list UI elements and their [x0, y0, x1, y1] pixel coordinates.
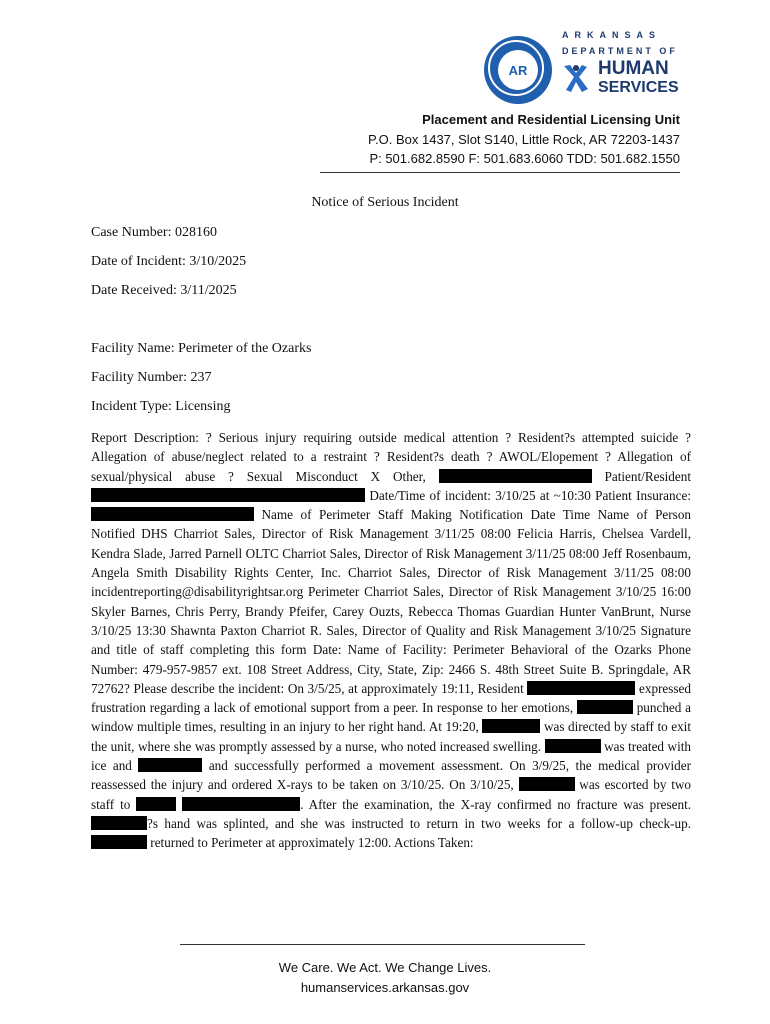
dhs-figure-icon	[562, 64, 590, 94]
redaction	[519, 777, 575, 791]
seal-text: AR	[508, 62, 528, 78]
redaction	[91, 816, 147, 830]
arkansas-seal-logo	[484, 36, 552, 104]
footer-website: humanservices.arkansas.gov	[300, 980, 470, 995]
unit-name: Placement and Residential Licensing Unit	[422, 112, 680, 127]
logo-department-of: DEPARTMENT OF	[562, 46, 678, 56]
redaction	[136, 797, 176, 811]
logo-services: SERVICES	[598, 79, 679, 96]
body-text-4: Name of Perimeter Staff Making Notification Date Time Name of Person Notified DHS Charriot Sales, Director of Risk Management 3/11/25 08:00 Felicia Harris, Chelsea Vardell, Kendra Slade, Jarred Parnell OLTC Charriot Sales, Director of Risk Management 3/11/25 08:00 Jeff Rosenbaum, Angela Smith Disability Rights Center, Inc. Charriot Sales, Director of Risk Management 3/11/25 08:00 incidentreporting@disabilityrightsar.org Perimeter Charriot Sales, Director of Risk Management 3/10/25 16:00 Skyler Barnes, Chris Perry, Brandy Pfeifer, Carey Ouzts, Rebecca Thomas Guardian Hunter VanBrunt, Nurse 3/10/25 13:30 Shawnta Paxton Charriot R. Sales, Director of Quality and Risk Management 3/10/25 Signature and title of staff completing this form Date: Name of Facility: Perimeter Behavioral of the Ozarks Phone Number: 479-957-9857 ext. 108 Street Address, City, State, Zip: 2466 S. 48th Street Suite B. Springdale, AR 72762? Please describe the incident: On 3/5/25, at approximately 19:11, Resident	[91, 507, 692, 696]
redaction	[527, 681, 635, 695]
body-text-3: Date/Time of incident: 3/10/25 at ~10:30 Patient Insurance:	[369, 487, 692, 503]
redaction	[545, 739, 601, 753]
body-text-5: expressed frustration regarding a lack of emotional support from a peer. In response to her emotions,	[91, 680, 691, 716]
body-text-9: and successfully performed a movement assessment. On 3/9/25, the medical provider reassessed the injury and ordered X-rays to be taken on 3/10/25. On 3/10/25,	[91, 758, 691, 793]
footer-divider	[180, 944, 585, 945]
logo-human: HUMAN	[598, 58, 669, 79]
body-text-13: returned to Perimeter at approximately 12:00. Actions Taken:	[150, 835, 474, 851]
case-number: Case Number: 028160	[91, 225, 217, 240]
redaction	[138, 758, 202, 772]
body-text-6: punched a window multiple times, resulting in an injury to her right hand. At 19:20,	[91, 700, 691, 735]
redaction	[182, 797, 300, 811]
footer-tagline: We Care. We Act. We Change Lives.	[278, 960, 492, 975]
document-title: Notice of Serious Incident	[311, 195, 459, 210]
redaction	[439, 469, 592, 483]
date-of-incident: Date of Incident: 3/10/2025	[91, 254, 247, 269]
body-text-8: was treated with ice and	[91, 738, 692, 774]
body-text-2: Patient/Resident	[604, 468, 691, 484]
incident-type: Incident Type: Licensing	[91, 399, 231, 414]
header-divider	[320, 172, 680, 173]
redaction	[577, 700, 633, 714]
facility-name: Facility Name: Perimeter of the Ozarks	[91, 341, 312, 356]
report-paragraph	[91, 428, 691, 853]
body-text-12: ?s hand was splinted, and she was instructed to return in two weeks for a follow-up check-up.	[147, 815, 691, 831]
redaction	[91, 488, 365, 502]
redaction	[482, 719, 540, 733]
date-received: Date Received: 3/11/2025	[91, 283, 237, 298]
redaction	[91, 835, 147, 849]
body-text-11: . After the examination, the X-ray confirmed no fracture was present.	[300, 796, 692, 812]
facility-number: Facility Number: 237	[91, 370, 212, 385]
unit-address: P.O. Box 1437, Slot S140, Little Rock, AR 72203-1437	[368, 132, 680, 147]
report-description	[91, 428, 691, 853]
body-text-1: Report Description: ? Serious injury requiring outside medical attention ? Resident?s attempted suicide ? Allegation of abuse/neglect related to a restraint ? Resident?s death ? AWOL/Elopement ? Allegation of sexual/physical abuse ? Sexual Misconduct X Other,	[91, 430, 691, 484]
dhs-logo	[562, 30, 687, 96]
body-text-7: was directed by staff to exit the unit, where she was promptly assessed by a nurse, who noted increased swelling.	[91, 719, 692, 754]
body-text-10: was escorted by two staff to	[91, 777, 692, 812]
unit-phones: P: 501.682.8590 F: 501.683.6060 TDD: 501.682.1550	[369, 151, 680, 166]
logo-arkansas: ARKANSAS	[562, 30, 662, 40]
redaction	[91, 507, 254, 521]
